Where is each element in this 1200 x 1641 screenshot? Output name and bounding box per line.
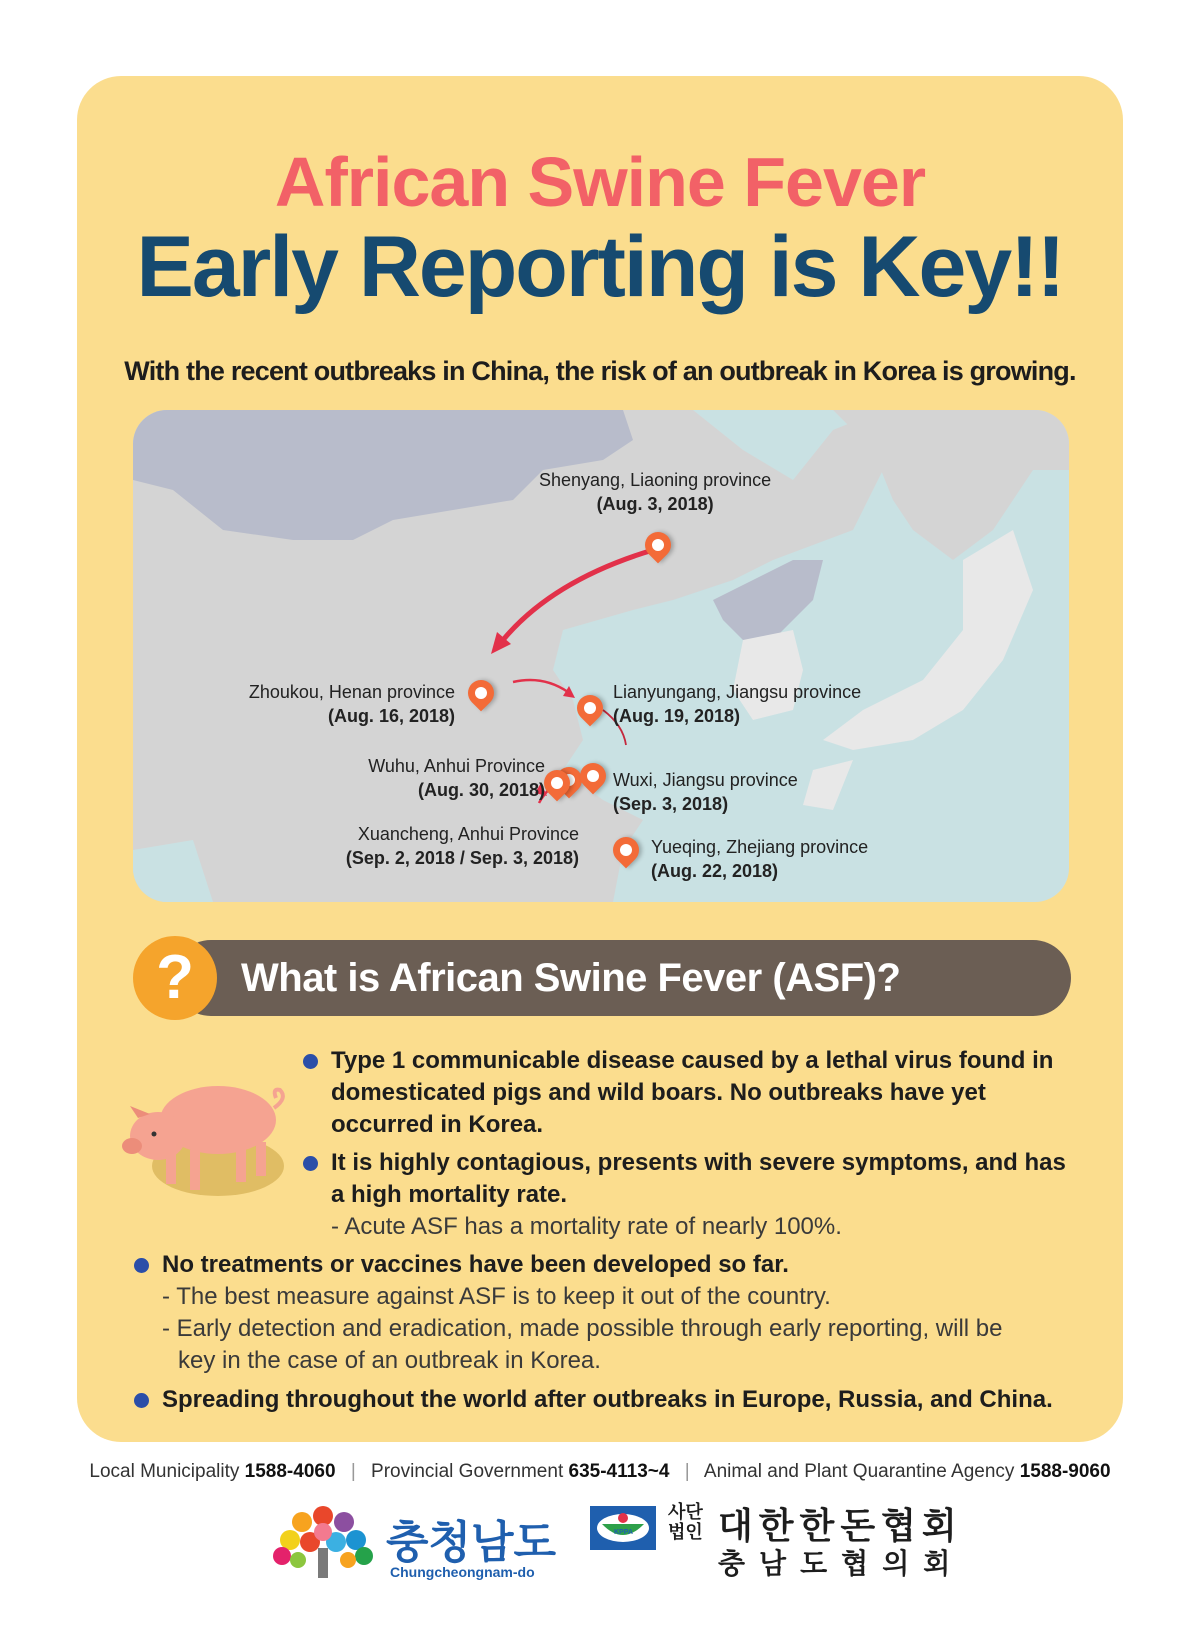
association-name: 대한한돈협회 (718, 1505, 963, 1546)
label-lianyungang (613, 680, 861, 728)
shenyang-name: Shenyang, Liaoning province (539, 470, 772, 490)
bullet-4-line-1: Spreading throughout the world after outbreaks in Europe, Russia, and China. (162, 1386, 1053, 1413)
bullet-dot-icon (134, 1393, 149, 1408)
association-branch: 충남도협의회 (718, 1548, 965, 1579)
contact-provincial-number[interactable]: 635-4113~4 (568, 1461, 670, 1482)
bullet-dot-icon (303, 1156, 318, 1171)
yueqing-name: Yueqing, Zhejiang province (651, 837, 869, 857)
wuxi-date: (Sep. 3, 2018) (613, 794, 729, 814)
bullet-3-sub-3: key in the case of an outbreak in Korea. (178, 1347, 601, 1374)
chungnam-logo (268, 1502, 557, 1587)
label-wuhu (323, 754, 545, 802)
bullet-2-line-2: a high mortality rate. (331, 1181, 568, 1208)
wuxi-name: Wuxi, Jiangsu province (613, 770, 798, 790)
wuhu-name: Wuhu, Anhui Province (368, 756, 545, 776)
bullet-dot-icon (303, 1054, 318, 1069)
wuhu-date: (Aug. 30, 2018) (417, 780, 545, 800)
bullet-2 (331, 1147, 1101, 1211)
section-header (133, 940, 1071, 1016)
section-title: What is African Swine Fever (ASF)? (241, 956, 901, 1000)
divider: | (684, 1461, 690, 1482)
bullet-1-line-3: occurred in Korea. (331, 1111, 544, 1138)
bullet-1-line-1: Type 1 communicable disease caused by a lethal virus found in (331, 1047, 1054, 1074)
divider: | (350, 1461, 356, 1482)
japan-south (803, 760, 853, 810)
label-yueqing (651, 835, 868, 883)
title-line-2: Early Reporting is Key!! (136, 219, 1064, 315)
chungnam-english-name: Chungcheongnam-do (390, 1564, 535, 1580)
bullet-2-line-1: It is highly contagious, presents with severe symptoms, and has (331, 1149, 1066, 1176)
chungnam-korean-name: 충청남도 (386, 1518, 557, 1567)
zhoukou-date: (Aug. 16, 2018) (327, 706, 455, 726)
pig-illustration-icon (118, 1058, 290, 1208)
title-line-1: African Swine Fever (274, 143, 926, 221)
outbreak-map (133, 410, 1069, 902)
question-mark-icon: ? (133, 936, 217, 1020)
lianyungang-date: (Aug. 19, 2018) (613, 706, 741, 726)
bullet-2-sub: - Acute ASF has a mortality rate of nearly 100%. (331, 1213, 842, 1240)
bullet-3 (162, 1249, 1062, 1281)
contact-provincial-label: Provincial Government (371, 1461, 564, 1482)
contact-line (0, 1461, 1200, 1483)
label-xuancheng (313, 822, 579, 870)
bullet-3-sub-2: - Early detection and eradication, made possible through early reporting, will be (162, 1315, 1003, 1342)
bullet-1-line-2: domesticated pigs and wild boars. No outbreaks have yet (331, 1079, 986, 1106)
contact-quarantine-label: Animal and Plant Quarantine Agency (703, 1461, 1015, 1482)
bullet-3-line-1: No treatments or vaccines have been developed so far. (162, 1251, 789, 1278)
contact-quarantine-number[interactable]: 1588-9060 (1019, 1461, 1111, 1482)
association-small-text (668, 1502, 703, 1542)
bullet-3-sub-1: - The best measure against ASF is to keep it out of the country. (162, 1283, 831, 1310)
label-zhoukou (245, 680, 455, 728)
bullet-1 (331, 1045, 1091, 1141)
contact-municipality-label: Local Municipality (89, 1461, 240, 1482)
xuancheng-name: Xuancheng, Anhui Province (357, 824, 579, 844)
label-wuxi (613, 768, 798, 816)
zhoukou-name: Zhoukou, Henan province (248, 682, 455, 702)
subtitle: With the recent outbreaks in China, the risk of an outbreak in Korea is growing. (124, 356, 1076, 386)
bullet-4 (162, 1384, 1082, 1416)
lianyungang-name: Lianyungang, Jiangsu province (613, 682, 862, 702)
label-shenyang (539, 468, 771, 516)
kppa-badge-text: KPPA (614, 1529, 633, 1536)
small-line-2: 법인 (668, 1522, 703, 1542)
chungnam-flower-icon (268, 1502, 378, 1582)
shenyang-date: (Aug. 3, 2018) (596, 494, 714, 514)
yueqing-date: (Aug. 22, 2018) (651, 861, 779, 881)
xuancheng-date: (Sep. 2, 2018 / Sep. 3, 2018) (345, 848, 579, 868)
contact-municipality-number[interactable]: 1588-4060 (244, 1461, 336, 1482)
bullet-dot-icon (134, 1258, 149, 1273)
kppa-emblem-icon (590, 1506, 656, 1550)
small-line-1: 사단 (668, 1502, 703, 1522)
